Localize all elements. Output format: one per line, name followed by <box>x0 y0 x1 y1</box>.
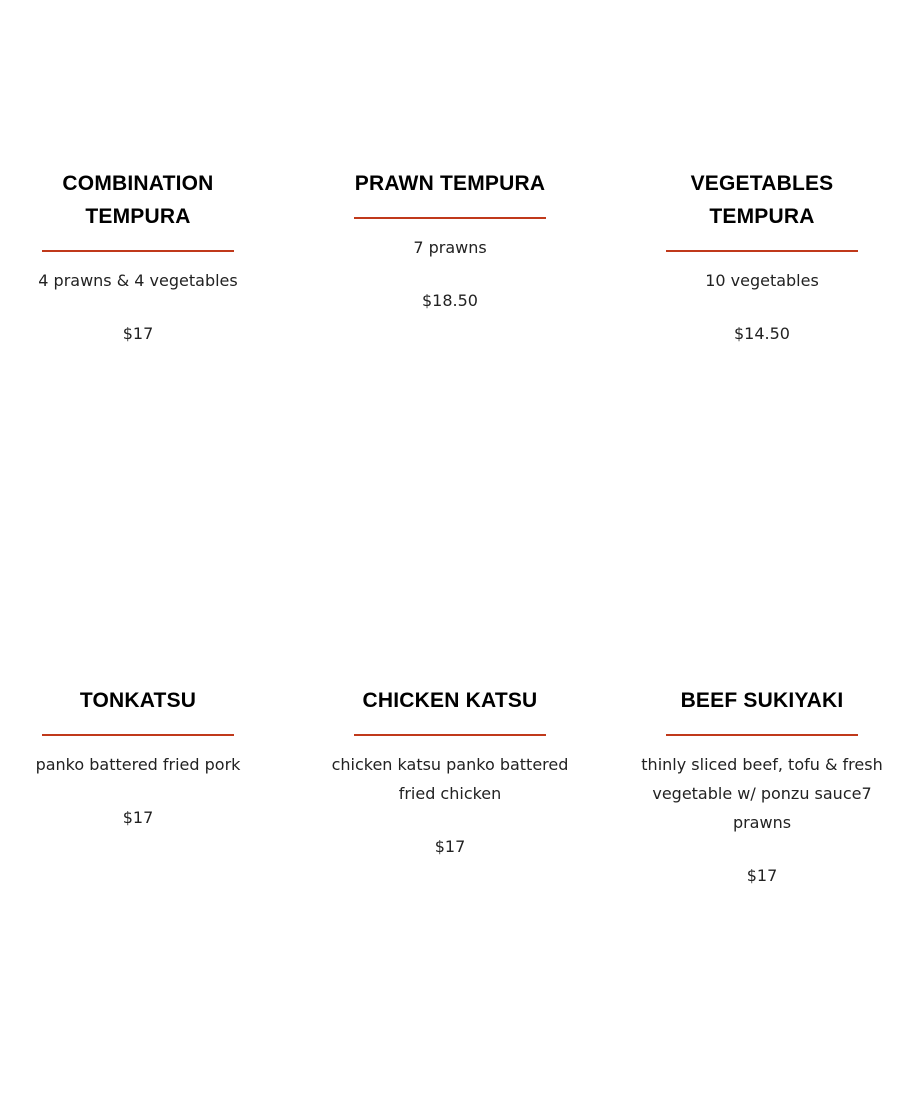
menu-item-price: $17 <box>122 324 154 343</box>
menu-item-price: $17 <box>122 808 154 827</box>
divider <box>354 734 546 736</box>
menu-item-tonkatsu <box>3 684 273 832</box>
menu-item-beef-sukiyaki <box>627 684 897 890</box>
menu-item-description: panko battered fried pork <box>35 755 241 774</box>
menu-item-title: VEGETABLES TEMPURA <box>690 172 834 228</box>
menu-item-prawn-tempura <box>315 167 585 315</box>
menu-item-description: 4 prawns & 4 vegetables <box>38 271 238 290</box>
menu-item-vegetables-tempura <box>627 167 897 348</box>
menu-item-description: 10 vegetables <box>705 271 819 290</box>
menu-item-price: $17 <box>746 866 778 885</box>
menu-item-description: thinly sliced beef, tofu & fresh vegetable w/ ponzu sauce7 prawns <box>641 755 883 832</box>
menu-item-title: TONKATSU <box>79 689 197 712</box>
menu-item-title: BEEF SUKIYAKI <box>680 689 844 712</box>
menu-item-chicken-katsu <box>315 684 585 861</box>
menu-item-title: CHICKEN KATSU <box>362 689 538 712</box>
menu-item-title: PRAWN TEMPURA <box>354 172 546 195</box>
menu-item-price: $17 <box>434 837 466 856</box>
menu-item-description: 7 prawns <box>413 238 487 257</box>
divider <box>666 734 858 736</box>
menu-item-price: $14.50 <box>734 324 790 343</box>
divider <box>354 217 546 219</box>
menu-item-price: $18.50 <box>422 291 478 310</box>
menu-item-combination-tempura <box>3 167 273 348</box>
divider <box>666 250 858 252</box>
divider <box>42 734 234 736</box>
menu-item-title: COMBINATION TEMPURA <box>62 172 214 228</box>
divider <box>42 250 234 252</box>
menu-item-description: chicken katsu panko battered fried chicken <box>331 755 569 803</box>
